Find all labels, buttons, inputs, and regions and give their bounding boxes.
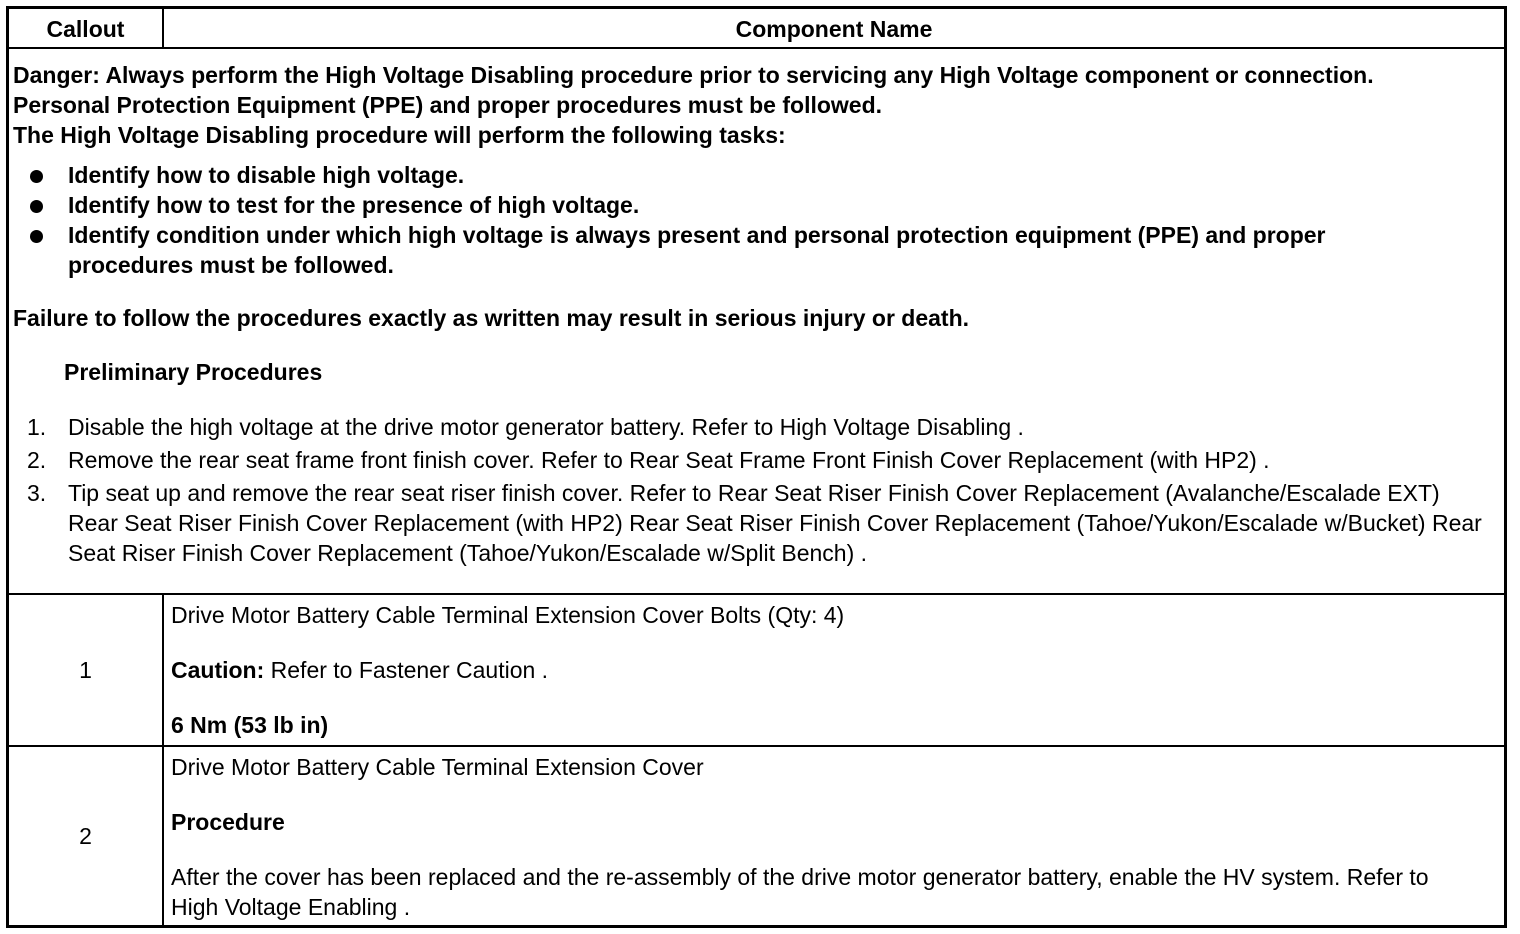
bullet-item: Identify condition under which high voltage is always present and personal protection equipment (PPE) and proper procedures must be followed.: [30, 220, 1504, 280]
danger-warning: Failure to follow the procedures exactly as written may result in serious injury or death.: [13, 305, 970, 331]
bullet-icon: [30, 200, 43, 213]
caution-text: Refer to Fastener Caution .: [264, 657, 549, 683]
preliminary-title: Preliminary Procedures: [64, 359, 323, 385]
procedure-step: 2. Remove the rear seat frame front finish cover. Refer to Rear Seat Frame Front Finish Cover Replacement (with HP2) .: [27, 447, 1270, 473]
danger-line-2: Personal Protection Equipment (PPE) and proper procedures must be followed.: [13, 92, 883, 118]
table-row: [9, 747, 1504, 925]
callout-number: 2: [9, 747, 164, 925]
bullet-icon: [30, 230, 43, 243]
table-header: [9, 9, 1504, 49]
caution-label: Caution:: [171, 657, 265, 683]
procedure-step: 1. Disable the high voltage at the drive motor generator battery. Refer to High Voltage Disabling .: [27, 414, 1024, 440]
callout-number: 1: [9, 595, 164, 745]
callout-column-header: Callout: [9, 9, 164, 47]
procedure-label: Procedure: [171, 809, 285, 835]
table-row: [9, 595, 1504, 747]
bullet-item: Identify how to disable high voltage.: [30, 160, 1504, 190]
component-cell: [164, 747, 1504, 925]
danger-line-3: The High Voltage Disabling procedure will perform the following tasks:: [13, 122, 786, 148]
danger-line-1: Danger: Always perform the High Voltage Disabling procedure prior to servicing any High Voltage component or connection.: [13, 62, 1374, 88]
caution-note: [171, 655, 1504, 685]
procedure-text: After the cover has been replaced and the re-assembly of the drive motor generator battery, enable the HV system. Refer to High Voltage Enabling .: [171, 864, 1429, 920]
component-cell: [164, 595, 1504, 745]
component-name: Drive Motor Battery Cable Terminal Extension Cover: [171, 754, 704, 780]
component-column-header: Component Name: [735, 16, 933, 42]
bullet-icon: [30, 170, 43, 183]
component-name: Drive Motor Battery Cable Terminal Extension Cover Bolts (Qty: 4): [171, 602, 845, 628]
bullet-item: Identify how to test for the presence of high voltage.: [30, 190, 1504, 220]
torque-spec: 6 Nm (53 lb in): [171, 712, 329, 738]
danger-notice: [9, 49, 1504, 595]
component-table: [6, 6, 1507, 928]
procedure-step: 3. Tip seat up and remove the rear seat riser finish cover. Refer to Rear Seat Riser Finish Cover Replacement (Avalanche/Escalade EXT) Rear Seat Riser Finish Cover Replacement (with HP2) Rear Seat Riser Finish Cover Replacement (Tahoe/Yukon/Escalade w/Bucket) Rear Seat Riser Finish Cover Replacement (Tahoe/Yukon/Escalade w/Split Bench) .: [27, 480, 1482, 566]
